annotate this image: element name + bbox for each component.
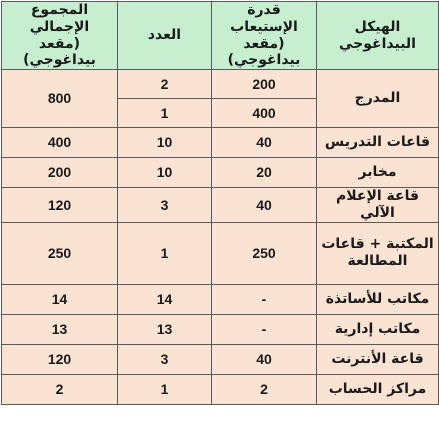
table-row xyxy=(2,374,439,404)
table-row xyxy=(2,128,439,158)
capacity-cell: 20 xyxy=(212,158,317,188)
total-cell: 800 xyxy=(2,70,118,128)
count-cell: 13 xyxy=(118,314,212,344)
table-row xyxy=(2,70,439,99)
total-cell: 120 xyxy=(2,188,118,223)
row-name-line2: المطالعة xyxy=(347,253,408,270)
count-cell: 1 xyxy=(118,222,212,284)
pedagogical-structures-table xyxy=(1,1,439,405)
header-total-line1: المجموع الإجمالي xyxy=(29,2,90,35)
capacity-cell: 250 xyxy=(212,222,317,284)
header-count-label: العدد xyxy=(147,27,182,44)
row-name xyxy=(317,222,439,284)
table-row xyxy=(2,222,439,284)
row-name: مخابر xyxy=(317,158,439,188)
header-capacity-line2: (مقعد بيداغوجي) xyxy=(227,35,301,69)
header-capacity xyxy=(212,2,317,70)
capacity-cell: - xyxy=(212,284,317,314)
total-cell: 13 xyxy=(2,314,118,344)
count-cell: 10 xyxy=(118,158,212,188)
count-cell: 3 xyxy=(118,188,212,223)
capacity-cell: 40 xyxy=(212,188,317,223)
table-body xyxy=(2,70,439,405)
row-name-amphitheater: المدرج xyxy=(317,70,439,128)
row-name: قاعات التدريس xyxy=(317,128,439,158)
total-cell: 400 xyxy=(2,128,118,158)
capacity-cell: 200 xyxy=(212,70,317,99)
count-cell: 2 xyxy=(118,70,212,99)
total-cell: 250 xyxy=(2,222,118,284)
row-name: قاعة الأنترنت xyxy=(317,344,439,374)
row-name: مكاتب للأساتذة xyxy=(317,284,439,314)
capacity-cell: 40 xyxy=(212,128,317,158)
capacity-cell: - xyxy=(212,314,317,344)
header-structure-label: الهيكل البيداغوجي xyxy=(339,18,416,52)
count-cell: 1 xyxy=(118,374,212,404)
capacity-cell: 2 xyxy=(212,374,317,404)
table-row xyxy=(2,158,439,188)
total-cell: 200 xyxy=(2,158,118,188)
count-cell: 3 xyxy=(118,344,212,374)
table-row xyxy=(2,314,439,344)
count-cell: 14 xyxy=(118,284,212,314)
capacity-cell: 400 xyxy=(212,99,317,128)
count-cell: 1 xyxy=(118,99,212,128)
capacity-cell: 40 xyxy=(212,344,317,374)
header-row xyxy=(2,2,439,70)
total-cell: 2 xyxy=(2,374,118,404)
header-capacity-line1: قدرة الإستيعاب xyxy=(230,2,298,35)
table-row xyxy=(2,188,439,223)
table-row xyxy=(2,284,439,314)
table-row xyxy=(2,344,439,374)
header-total xyxy=(2,2,118,70)
header-structure xyxy=(317,2,439,70)
row-name: مراكز الحساب xyxy=(317,374,439,404)
count-cell: 10 xyxy=(118,128,212,158)
row-name-line1: المكتبة + قاعات xyxy=(321,236,434,253)
header-total-line2: (مقعد بيداغوجي) xyxy=(23,35,96,69)
row-name: مكاتب إدارية xyxy=(317,314,439,344)
total-cell: 14 xyxy=(2,284,118,314)
total-cell: 120 xyxy=(2,344,118,374)
table-header xyxy=(2,2,439,70)
row-name: قاعة الإعلام الآلي xyxy=(317,188,439,223)
header-count xyxy=(118,2,212,70)
